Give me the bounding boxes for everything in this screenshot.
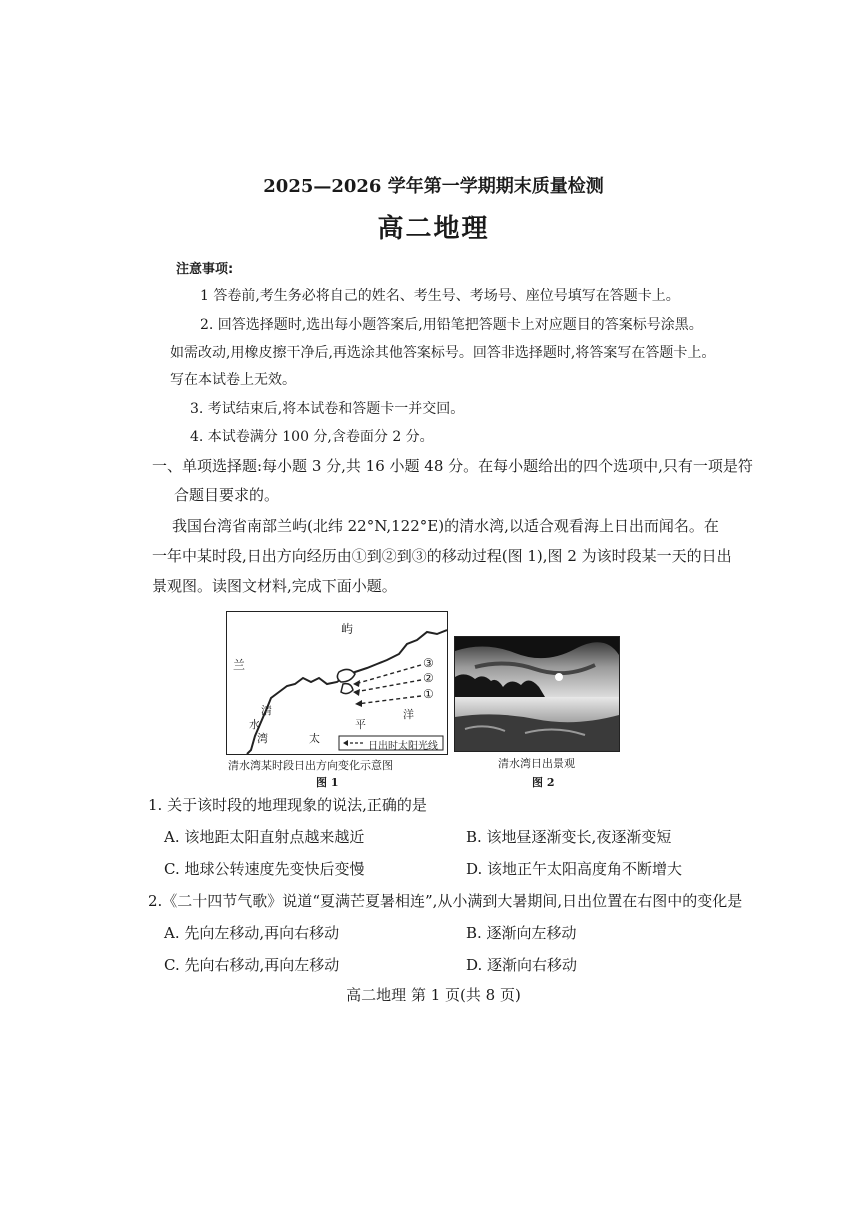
notice-item-2: 2. 回答选择题时,选出每小题答案后,用铅笔把答题卡上对应题目的答案标号涂黑。 — [200, 317, 703, 333]
question-1-option-a: A. 该地距太阳直射点越来越近 — [164, 828, 365, 846]
question-1-stem: 1. 关于该时段的地理现象的说法,正确的是 — [148, 796, 427, 814]
marker-2: ② — [423, 671, 434, 685]
notice-item-4: 4. 本试卷满分 100 分,含卷面分 2 分。 — [190, 429, 434, 445]
section1-heading: 一、单项选择题:每小题 3 分,共 16 小题 48 分。在每小题给出的四个选项中,只有一项是符 — [152, 457, 753, 475]
section1-heading-cont: 合题目要求的。 — [174, 486, 280, 504]
exam-title: 2025—2026 学年第一学期期末质量检测 — [263, 176, 604, 197]
passage-line-1: 我国台湾省南部兰屿(北纬 22°N,122°E)的清水湾,以适合观看海上日出而闻名。在 — [172, 517, 719, 535]
passage-line-2: 一年中某时段,日出方向经历由①到②到③的移动过程(图 1),图 2 为该时段某一天的日出 — [152, 547, 732, 565]
label-wan: 湾 — [257, 732, 268, 745]
question-2-option-a: A. 先向左移动,再向右移动 — [164, 924, 340, 942]
label-ping: 平 — [355, 718, 366, 731]
question-2-option-c: C. 先向右移动,再向左移动 — [164, 956, 340, 974]
passage-line-3: 景观图。读图文材料,完成下面小题。 — [152, 577, 397, 595]
marker-1: ① — [423, 687, 434, 701]
label-yang: 洋 — [403, 708, 414, 721]
notice-item-2-end: 写在本试卷上无效。 — [170, 372, 296, 388]
question-2-option-b: B. 逐渐向左移动 — [466, 924, 577, 942]
islet-small — [341, 684, 353, 694]
arrow-head-2 — [353, 689, 360, 696]
marker-3: ③ — [423, 656, 434, 670]
figure1-map — [226, 611, 448, 755]
label-tai: 太 — [309, 732, 320, 745]
label-shui: 水 — [249, 718, 260, 731]
label-qing: 清 — [261, 704, 272, 717]
page-footer: 高二地理 第 1 页(共 8 页) — [346, 986, 521, 1004]
sunrise-photo-drawing — [455, 637, 619, 751]
legend-label: 日出时太阳光线 — [368, 741, 438, 752]
question-1-option-c: C. 地球公转速度先变快后变慢 — [164, 860, 365, 878]
notice-item-2-cont: 如需改动,用橡皮擦干净后,再选涂其他答案标号。回答非选择题时,将答案写在答题卡上。 — [170, 345, 716, 361]
figure2-number: 图 2 — [532, 776, 555, 789]
notice-heading: 注意事项: — [176, 262, 234, 277]
figure2-photo — [454, 636, 620, 752]
sun-ray-1 — [357, 696, 421, 704]
figure1-number: 图 1 — [316, 776, 339, 789]
arrow-head-3 — [353, 680, 360, 687]
notice-item-3: 3. 考试结束后,将本试卷和答题卡一并交回。 — [190, 401, 465, 417]
question-1-option-d: D. 该地正午太阳高度角不断增大 — [466, 860, 683, 878]
sun — [555, 673, 563, 681]
question-2-stem: 2.《二十四节气歌》说道“夏满芒夏暑相连”,从小满到大暑期间,日出位置在右图中的变化是 — [148, 892, 743, 910]
figure1-caption: 清水湾某时段日出方向变化示意图 — [228, 759, 393, 772]
label-lan: 兰 — [233, 658, 246, 672]
notice-item-1: 1 答卷前,考生务必将自己的姓名、考生号、考场号、座位号填写在答题卡上。 — [200, 288, 680, 304]
arrow-head-1 — [355, 700, 362, 707]
islet — [337, 669, 355, 682]
label-yu: 屿 — [341, 622, 354, 636]
subject-title: 高二地理 — [377, 214, 490, 244]
figure2-caption: 清水湾日出景观 — [498, 757, 575, 770]
question-1-option-b: B. 该地昼逐渐变长,夜逐渐变短 — [466, 828, 672, 846]
question-2-option-d: D. 逐渐向右移动 — [466, 956, 578, 974]
